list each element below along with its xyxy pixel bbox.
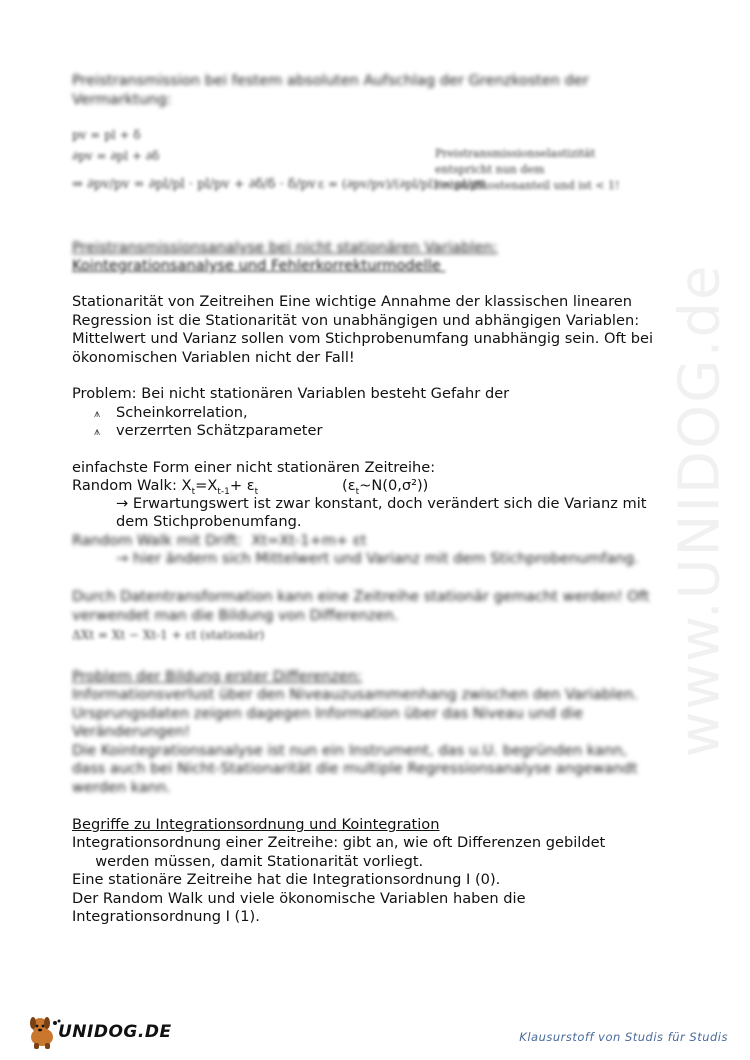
section2-title: Begriffe zu Integrationsordnung und Kointegration <box>72 816 440 833</box>
blurred-formula-1: pv = pl + δ <box>72 128 141 142</box>
unidog-logo-text: UNIDOG.DE <box>58 1022 172 1042</box>
random-walk-distribution: $(\varepsilon_t\sim N(0,\sigma^2))$ <box>342 477 429 497</box>
blurred-transformation-paragraph: Durch Datentransformation kann eine Zeitreihe stationär gemacht werden! Oft verwendet man die Bildung von Differenzen. <box>72 588 650 624</box>
blurred-difference-formula: ΔXt = Xt − Xt-1 + εt (stationär) <box>72 628 265 642</box>
blurred-note: Preistransmissionselastizität entspricht nun dem Rohstoffkostenanteil und ist < 1! <box>435 147 620 192</box>
random-walk-drift-arrow: → hier ändern sich Mittelwert und Varianz mit dem Stichprobenumfang. <box>116 550 639 567</box>
blurred-formula-3: ⇒ ∂pv/pv = ∂pl/pl · pl/pv + ∂δ/δ · δ/pv <box>72 177 316 192</box>
problem-item-1: ⩚ Scheinkorrelation, <box>94 404 248 424</box>
footer-tagline: Klausurstoff von Studis für Studis <box>519 1030 728 1044</box>
stationarity-paragraph: Stationarität von Zeitreihen Eine wichtige Annahme der klassischen linearen Regression ist die Stationarität von unabhängigen und abhängigen Variablen: Mittelwert und Varianz sollen vom Stichprobenumfang unabhängig sein. Oft bei ökonomischen Variablen nicht der Fall! <box>72 293 653 366</box>
section2-body: Integrationsordnung einer Zeitreihe: gibt an, wie oft Differenzen gebildet werden müssen, damit Stationarität vorliegt. Eine stationäre Zeitreihe hat die Integrationsordnung I (0). Der Random Walk und viele ökonomische Variablen haben die Integrationsordnung I (1). <box>72 834 606 926</box>
problem-intro: Problem: Bei nicht stationären Variablen besteht Gefahr der <box>72 385 510 402</box>
random-walk-equation: Random Walk: $X_t=X_{t-1}+ \varepsilon_t$ <box>72 477 259 497</box>
blurred-formula-2: ∂pv = ∂pl + ∂δ <box>72 149 160 163</box>
blurred-heading: Preistransmission bei festem absoluten Aufschlag der Grenzkosten der Vermarktung: <box>72 72 589 108</box>
blurred-subtitle: Problem der Bildung erster Differenzen: <box>72 668 362 685</box>
caret-bullet-icon: ⩚ <box>94 425 101 438</box>
random-walk-drift: Random Walk mit Drift: Xt=Xt-1+m+ εt <box>72 532 367 549</box>
watermark: www.UNIDOG.de <box>667 263 733 757</box>
caret-bullet-icon: ⩚ <box>94 407 101 420</box>
section1-title-line1: Preistransmissionsanalyse bei nicht stationären Variablen: <box>72 239 498 256</box>
random-walk-intro: einfachste Form einer nicht stationären Zeitreihe: <box>72 459 436 476</box>
random-walk-arrow-line2: dem Stichprobenumfang. <box>116 513 302 530</box>
blurred-formula-elasticity: ε = (∂pv/pv)/(∂pl/pl) = pl/pv <box>318 177 485 191</box>
blurred-body: Informationsverlust über den Niveauzusammenhang zwischen den Variablen. Ursprungsdaten zeigen dagegen Information über das Niveau und die Veränderungen! Die Kointegrationsanalyse ist nun ein Instrument, das u.U. begründen kann, dass auch bei Nicht-Stationarität die multiple Regressionsanalyse angewandt werden kann. <box>72 686 638 796</box>
section1-title-line2: Kointegrationsanalyse und Fehlerkorrekturmodelle <box>72 257 446 274</box>
problem-item-2: ⩚ verzerrten Schätzparameter <box>94 422 323 442</box>
random-walk-arrow-line1: → Erwartungswert ist zwar konstant, doch verändert sich die Varianz mit <box>116 495 647 512</box>
